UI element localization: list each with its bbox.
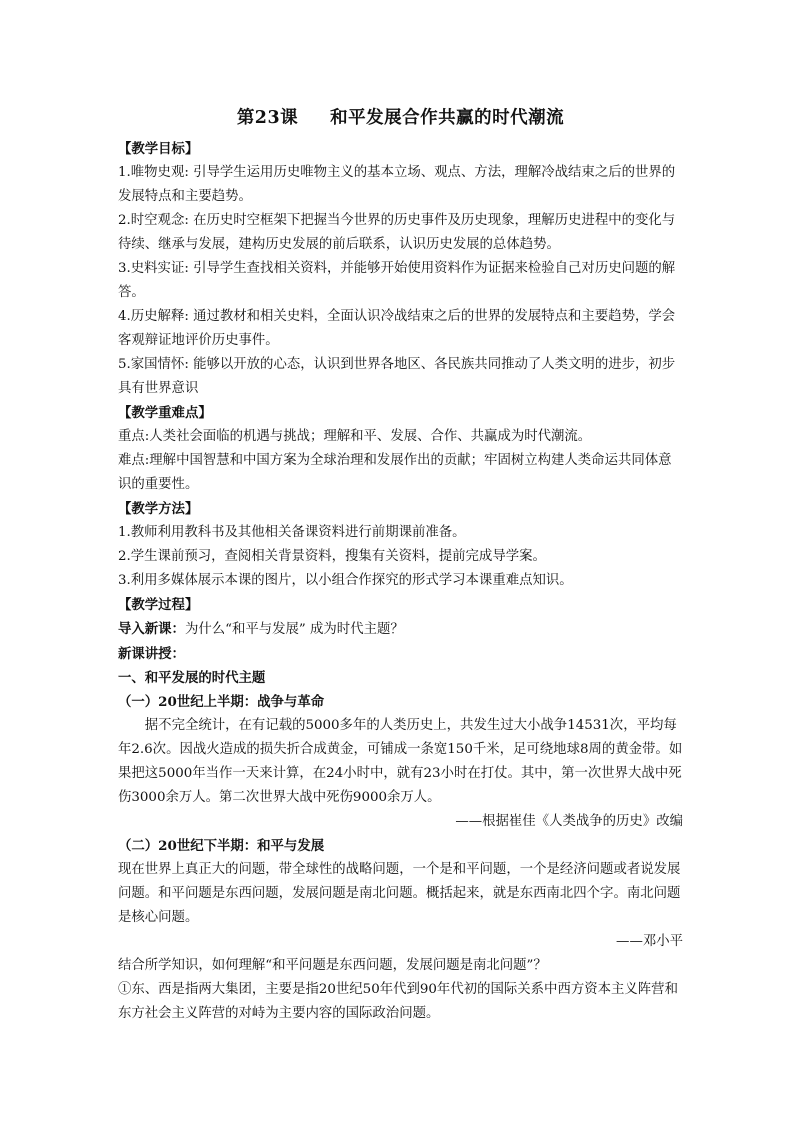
- goals-heading: 【教学目标】: [118, 141, 199, 157]
- goal-item: 5.家国情怀: 能够以开放的心态，认识到世界各地区、各民族共同推动了人类文明的进步，初步具有世界意识: [118, 357, 676, 396]
- question-line: 结合所学知识，如何理解“和平问题是东西问题，发展问题是南北问题”？: [118, 958, 547, 973]
- key-point-item: 重点:人类社会面临的机遇与挑战；理解和平、发展、合作、共赢成为时代潮流。: [118, 429, 592, 444]
- lesson-name: 和平发展合作共赢的时代潮流: [330, 108, 565, 128]
- new-lesson-label: 新课讲授：: [118, 646, 185, 662]
- intro-line: [118, 617, 683, 642]
- intro-label: 导入新课：: [118, 621, 185, 637]
- lesson-number: 第23课: [236, 108, 299, 128]
- key-points-heading: 【教学重难点】: [118, 405, 212, 421]
- answer-paragraph: ①东、西是指两大集团，主要是指20世纪50年代到90年代初的国际关系中西方资本主义阵营和东方社会主义阵营的对峙为主要内容的国际政治问题。: [118, 982, 678, 1021]
- goal-item: 2.时空观念: 在历史时空框架下把握当今世界的历史事件及历史现象，理解历史进程中的变化与待续、继承与发展，建构历史发展的前后联系，认识历史发展的总体趋势。: [118, 213, 676, 252]
- goal-item: 1.唯物史观: 引导学生运用历史唯物主义的基本立场、观点、方法，理解冷战结束之后的世界的发展特点和主要趋势。: [118, 165, 676, 204]
- sub2-heading: （二）20世纪下半期：和平与发展: [118, 838, 325, 854]
- sub2-paragraph: 现在世界上真正大的问题，带全球性的战略问题，一个是和平问题，一个是经济问题或者说发展问题。和平问题是东西问题，发展问题是南北问题。概括起来，就是东西南北四个字。南北问题是核心问题。: [118, 862, 681, 925]
- sub1-paragraph: 据不完全统计，在有记载的5000多年的人类历史上，共发生过大小战争14531次，平均每年2.6次。因战火造成的损失折合成黄金，可铺成一条宽150千米，足可绕地球8周的黄金带。如果把这5000年当作一天来计算，在24小时中，就有23小时在打仗。其中，第一次世界大战中死伤3000余万人。第二次世界大战中死伤9000余万人。: [118, 718, 683, 805]
- intro-text: 为什么“和平与发展” 成为时代主题？: [184, 622, 404, 637]
- sub1-source: ——根据崔佳《人类战争的历史》改编: [455, 814, 683, 829]
- part1-heading: 一、和平发展的时代主题: [118, 670, 266, 686]
- key-point-item: 难点:理解中国智慧和中国方案为全球治理和发展作出的贡献；牢固树立构建人类命运共同体意识的重要性。: [118, 453, 672, 492]
- sub1-heading: （一）20世纪上半期：战争与革命: [118, 694, 325, 710]
- goal-item: 4.历史解释: 通过教材和相关史料，全面认识冷战结束之后的世界的发展特点和主要趋势，学会客观辩证地评价历史事件。: [118, 309, 676, 348]
- sub2-source: ——邓小平: [616, 934, 683, 949]
- method-item: 1.教师利用教科书及其他相关备课资料进行前期课前准备。: [118, 525, 466, 540]
- method-item: 3.利用多媒体展示本课的图片，以小组合作探究的形式学习本课重难点知识。: [118, 573, 573, 588]
- method-item: 2.学生课前预习，查阅相关背景资料，搜集有关资料，提前完成导学案。: [118, 549, 546, 564]
- lesson-title: [118, 104, 683, 129]
- document-page: [118, 100, 683, 1026]
- methods-heading: 【教学方法】: [118, 501, 199, 517]
- process-heading: 【教学过程】: [118, 597, 199, 613]
- goal-item: 3.史料实证: 引导学生查找相关资料，并能够开始使用资料作为证据来检验自己对历史问题的解答。: [118, 261, 676, 300]
